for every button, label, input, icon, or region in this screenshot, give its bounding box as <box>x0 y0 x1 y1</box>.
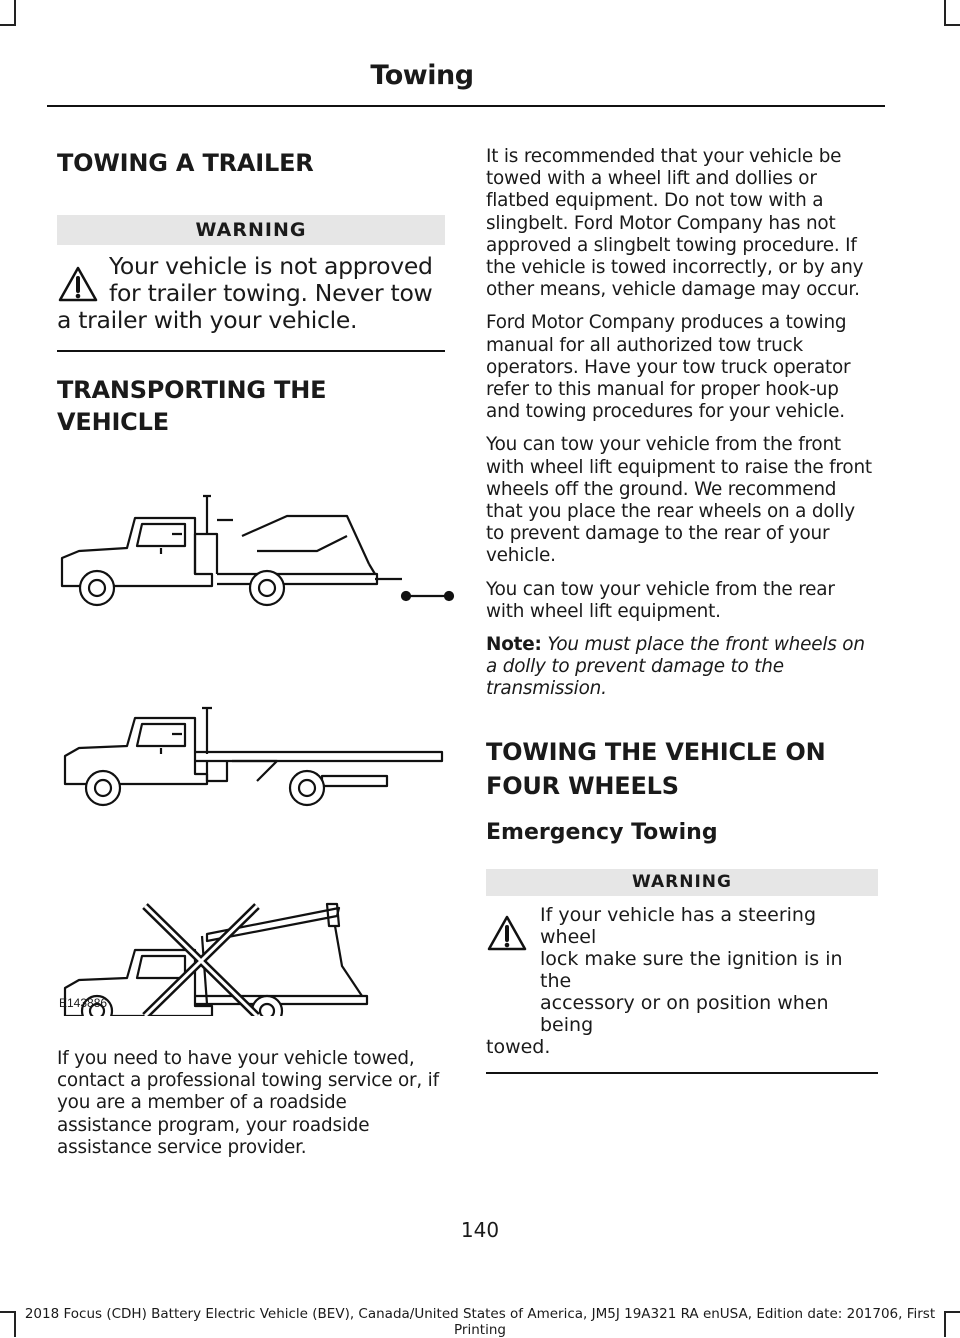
warning-line: Your vehicle is not approved <box>109 252 433 280</box>
tow-truck-figure <box>57 456 445 1026</box>
warning-line: If your vehicle has a steering wheel <box>540 903 817 948</box>
warning-triangle-icon <box>57 265 99 303</box>
warning-line: towed. <box>486 1035 551 1058</box>
paragraph-front-tow: You can tow your vehicle from the front with wheel lift equipment to raise the front wheels off the ground. We recommend that you place the rear wheels on a dolly to prevent damage to the rear of your vehicle. <box>486 434 872 567</box>
paragraph-manual: Ford Motor Company produces a towing manual for all authorized tow truck operators. Have your tow truck operator refer to this manual for proper hook-up and towing procedures for your vehicle. <box>486 312 851 423</box>
paragraph-rear-tow: You can tow your vehicle from the rear with wheel lift equipment. <box>486 578 835 622</box>
flatbed-tow-truck <box>65 708 442 805</box>
warning-line: accessory or on position when being <box>540 991 829 1036</box>
note <box>486 634 878 701</box>
warning-label: WARNING <box>486 869 878 896</box>
crop-mark <box>0 24 16 26</box>
crop-mark <box>944 24 960 26</box>
page-number: 140 <box>460 1218 500 1242</box>
note-label: Note: <box>486 634 542 656</box>
figure-code: E143886 <box>59 996 108 1010</box>
footer-text: 2018 Focus (CDH) Battery Electric Vehicle (BEV), Canada/United States of America, JM5J 19A321 RA enUSA, Edition date: 201706, First Printing <box>24 1306 936 1338</box>
warning-line: for trailer towing. Never tow <box>109 279 433 307</box>
warning-triangle-icon <box>486 914 528 952</box>
heading-towing-trailer: TOWING A TRAILER <box>57 149 314 177</box>
left-column <box>57 130 445 1159</box>
paragraph-recommended: It is recommended that your vehicle be towed with a wheel lift and dollies or flatbed equipment. Do not tow with a slingbelt. Ford Motor Company has not approved a slingbelt towing procedure. If the vehicle is towed incorrectly, or by any other means, vehicle damage may occur. <box>486 146 864 301</box>
subheading-emergency-towing: Emergency Towing <box>486 819 718 845</box>
warning-box <box>57 253 445 334</box>
crop-mark <box>14 0 16 26</box>
warning-rule <box>57 350 445 352</box>
note-text: You must place the front wheels on a dolly to prevent damage to the transmission. <box>486 634 865 700</box>
heading-four-wheels-line2: FOUR WHEELS <box>486 771 679 800</box>
tow-truck-illustrations <box>57 456 457 1016</box>
paragraph-towed: If you need to have your vehicle towed, contact a professional towing service or, if you are a member of a roadside assistance program, your roadside assistance service provider. <box>57 1048 439 1158</box>
right-column <box>486 146 878 1074</box>
crop-mark <box>944 0 946 26</box>
warning-line: a trailer with your vehicle. <box>57 306 358 334</box>
page-header-title: Towing <box>370 60 474 91</box>
wheel-lift-tow-truck <box>62 496 453 605</box>
warning-line: lock make sure the ignition is in the <box>540 947 843 992</box>
heading-four-wheels: TOWING THE VEHICLE ON <box>486 737 826 766</box>
sling-tow-truck-crossed-out <box>65 894 367 1016</box>
warning-rule <box>486 1072 878 1074</box>
heading-transporting: TRANSPORTING THE VEHICLE <box>57 376 327 436</box>
warning-box <box>486 904 878 1058</box>
header-rule <box>47 105 885 107</box>
warning-label: WARNING <box>57 215 445 245</box>
